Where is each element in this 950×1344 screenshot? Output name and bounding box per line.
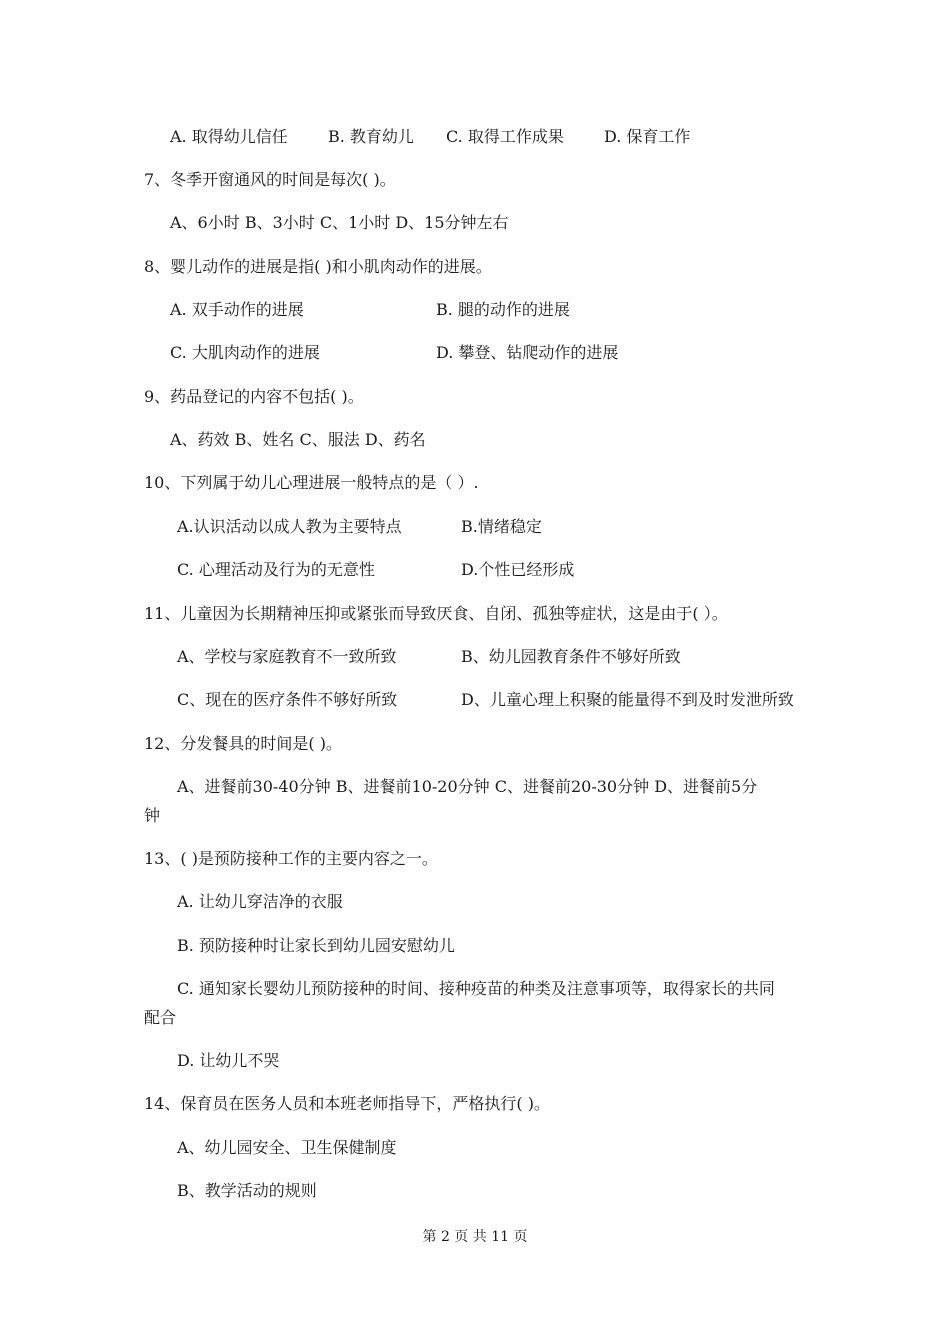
q6-option-a: A. 取得幼儿信任 <box>170 127 288 146</box>
q8-option-a: A. 双手动作的进展 <box>170 300 304 319</box>
q13-option-b: B. 预防接种时让家长到幼儿园安慰幼儿 <box>177 936 455 955</box>
q12-options-line2: 钟 <box>144 806 161 825</box>
q7-question: 7、冬季开窗通风的时间是每次( )。 <box>144 170 396 189</box>
q13-option-d: D. 让幼儿不哭 <box>177 1051 280 1070</box>
q11-question: 11、儿童因为长期精神压抑或紧张而导致厌食、自闭、孤独等症状，这是由于( ）。 <box>144 604 728 623</box>
q6-option-d: D. 保育工作 <box>604 127 691 146</box>
q6-options <box>0 127 950 147</box>
q14-question: 14、保育员在医务人员和本班老师指导下，严格执行( )。 <box>144 1094 550 1113</box>
q10-option-d: D.个性已经形成 <box>461 560 575 579</box>
q13-option-a: A. 让幼儿穿洁净的衣服 <box>177 892 343 911</box>
q9-options: A、药效 B、姓名 C、服法 D、药名 <box>170 430 426 449</box>
q6-option-c: C. 取得工作成果 <box>446 127 564 146</box>
q11-option-c: C、现在的医疗条件不够好所致 <box>177 690 398 709</box>
q7-options: A、6小时 B、3小时 C、1小时 D、15分钟左右 <box>170 213 509 232</box>
q14-option-b: B、教学活动的规则 <box>177 1181 317 1200</box>
q8-option-d: D. 攀登、钻爬动作的进展 <box>436 343 619 362</box>
q8-question: 8、婴儿动作的进展是指( )和小肌肉动作的进展。 <box>144 257 492 276</box>
page-footer: 第 2 页 共 11 页 <box>422 1229 528 1245</box>
q12-options-line1: A、进餐前30-40分钟 B、进餐前10-20分钟 C、进餐前20-30分钟 D、进餐前5分 <box>177 777 758 796</box>
q13-option-c-line1: C. 通知家长婴幼儿预防接种的时间、接种疫苗的种类及注意事项等，取得家长的共同 <box>177 979 775 998</box>
q6-option-b: B. 教育幼儿 <box>328 127 414 146</box>
q8-option-c: C. 大肌肉动作的进展 <box>170 343 320 362</box>
q13-question: 13、( )是预防接种工作的主要内容之一。 <box>144 849 438 868</box>
q8-option-b: B. 腿的动作的进展 <box>436 300 570 319</box>
q11-option-a: A、学校与家庭教育不一致所致 <box>177 647 397 666</box>
q10-option-b: B.情绪稳定 <box>461 517 542 536</box>
q10-option-a: A.认识活动以成人教为主要特点 <box>177 517 402 536</box>
q10-question: 10、下列属于幼儿心理进展一般特点的是（ ）. <box>144 473 479 492</box>
q11-option-d: D、儿童心理上积聚的能量得不到及时发泄所致 <box>461 690 794 709</box>
q14-option-a: A、幼儿园安全、卫生保健制度 <box>177 1138 397 1157</box>
q11-option-b: B、幼儿园教育条件不够好所致 <box>461 647 681 666</box>
q9-question: 9、药品登记的内容不包括( )。 <box>144 387 364 406</box>
q10-option-c: C. 心理活动及行为的无意性 <box>177 560 375 579</box>
q13-option-c-line2: 配合 <box>144 1008 177 1027</box>
q12-question: 12、分发餐具的时间是( )。 <box>144 734 342 753</box>
